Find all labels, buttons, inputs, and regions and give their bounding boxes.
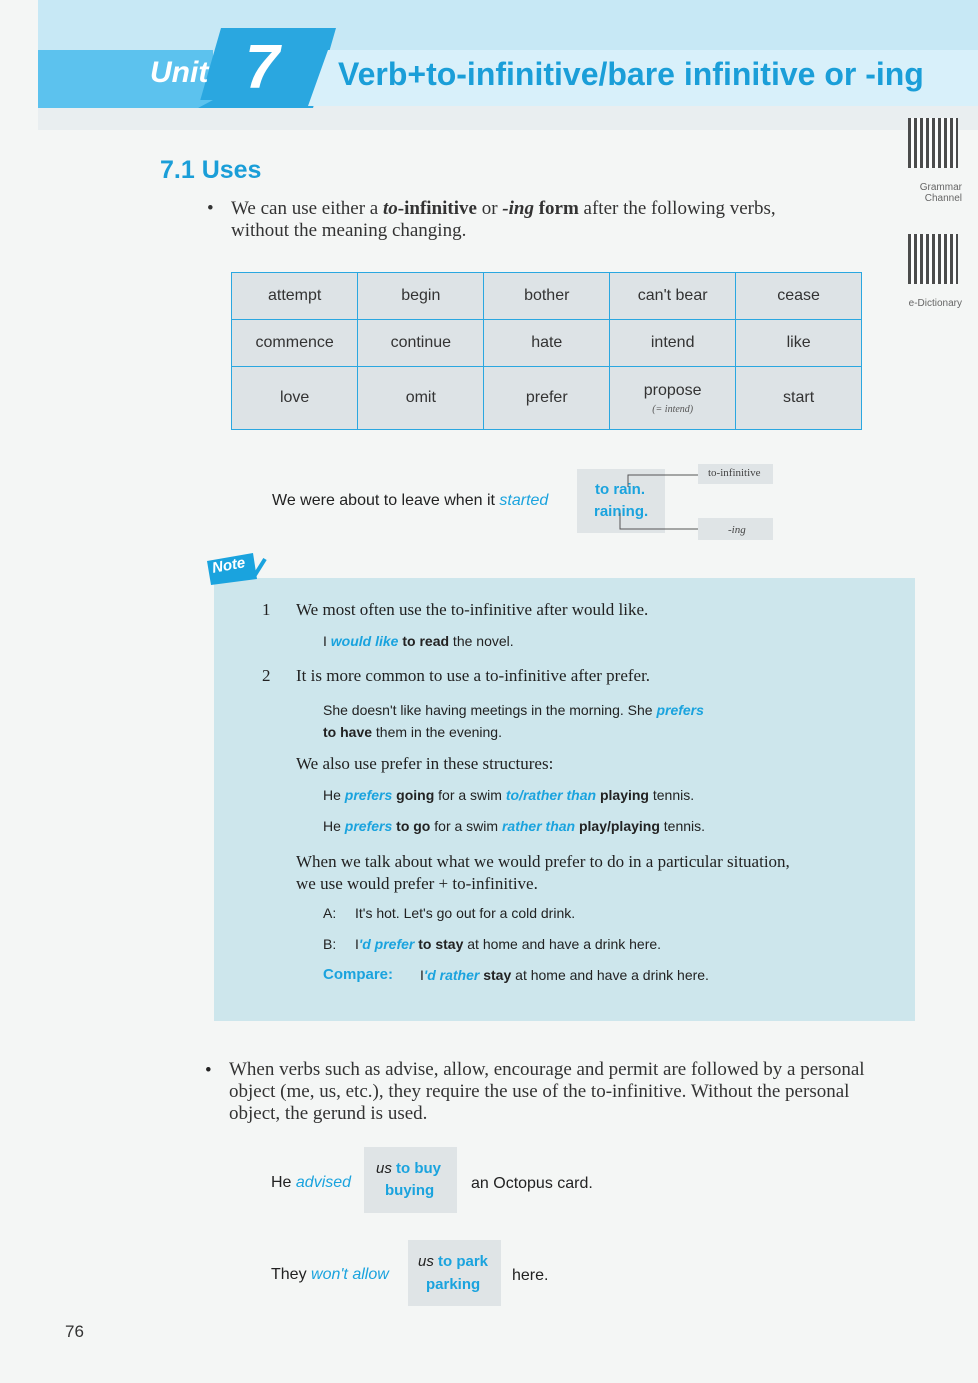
table-cell: omit (358, 367, 484, 430)
option-raining: raining. (594, 503, 649, 520)
option-to-buy: us to buy (376, 1160, 442, 1177)
table-cell: attempt (232, 273, 358, 320)
example-sentence: We were about to leave when it started (272, 492, 549, 509)
dialogue-b-label: B: (323, 936, 337, 952)
note-also-text: We also use prefer in these structures: (296, 754, 554, 773)
bullet-paragraph: When verbs such as advise, allow, encourage and permit are followed by a personal object (me, us, etc.), they require the use of the to-infinitive. Without the personal object, the gerund is used. (229, 1059, 865, 1124)
unit-number: 7 (245, 33, 280, 102)
dialogue-a-label: A: (323, 905, 337, 921)
bullet-dot: • (207, 198, 214, 219)
table-cell: begin (358, 273, 484, 320)
options-box (408, 1240, 501, 1306)
table-cell: can't bear (610, 273, 736, 320)
dialogue-a-text: It's hot. Let's go out for a cold drink. (355, 905, 576, 921)
option-to-rain: to rain. (595, 481, 646, 498)
note-example: She doesn't like having meetings in the morning. She prefers to have them in the evening. (323, 702, 704, 740)
table-cell: intend (610, 320, 736, 367)
table-cell: love (232, 367, 358, 430)
section-title: 7.1 Uses (160, 156, 262, 184)
table-cell-propose: propose (= intend) (610, 367, 736, 430)
page-number: 76 (65, 1322, 84, 1341)
example-advise-end: an Octopus card. (471, 1175, 593, 1192)
note-item-1: We most often use the to-infinitive after would like. (296, 600, 649, 619)
note-when-text: When we talk about what we would prefer to do in a particular situation, we use would prefer + to-infinitive. (296, 852, 790, 893)
table-cell: cease (736, 273, 862, 320)
table-cell: continue (358, 320, 484, 367)
example-advise: He advised (271, 1174, 352, 1191)
bullet-dot: • (205, 1060, 212, 1081)
table-row (232, 273, 862, 320)
option-to-park: us to park (418, 1253, 489, 1270)
table-row (232, 367, 862, 430)
table-row (232, 320, 862, 367)
note-item-2: It is more common to use a to-infinitive after prefer. (296, 666, 651, 685)
label-ing: -ing (728, 524, 746, 536)
table-cell: prefer (484, 367, 610, 430)
note-item-number: 1 (262, 600, 271, 619)
table-cell: commence (232, 320, 358, 367)
table-cell: start (736, 367, 862, 430)
compare-label: Compare: (323, 966, 394, 983)
qr-code-icon[interactable] (908, 118, 958, 168)
unit-title: Verb+to-infinitive/bare infinitive or -ing (338, 56, 924, 92)
verb-table (231, 272, 862, 430)
option-parking: parking (426, 1276, 481, 1293)
note-example: He prefers going for a swim to/rather than playing tennis. (323, 787, 695, 803)
unit-label: Unit (150, 56, 209, 89)
table-cell: hate (484, 320, 610, 367)
options-box (364, 1147, 457, 1213)
note-tag: Note (210, 554, 247, 577)
example-allow-end: here. (512, 1267, 549, 1284)
qr-code-icon[interactable] (908, 234, 958, 284)
note-example: I would like to read the novel. (323, 633, 514, 649)
label-to-infinitive: to-infinitive (708, 467, 761, 479)
table-cell: bother (484, 273, 610, 320)
note-item-number: 2 (262, 666, 271, 685)
e-dictionary-link[interactable]: e-Dictionary (908, 298, 962, 309)
dialogue-b-text: I'd prefer to stay at home and have a drink here. (355, 936, 662, 952)
grammar-channel-link[interactable]: Grammar Channel (919, 182, 962, 204)
option-buying: buying (385, 1182, 435, 1199)
table-cell: like (736, 320, 862, 367)
note-example: He prefers to go for a swim rather than play/playing tennis. (323, 818, 706, 834)
compare-text: I'd rather stay at home and have a drink here. (420, 967, 709, 983)
example-allow: They won't allow (271, 1266, 389, 1283)
